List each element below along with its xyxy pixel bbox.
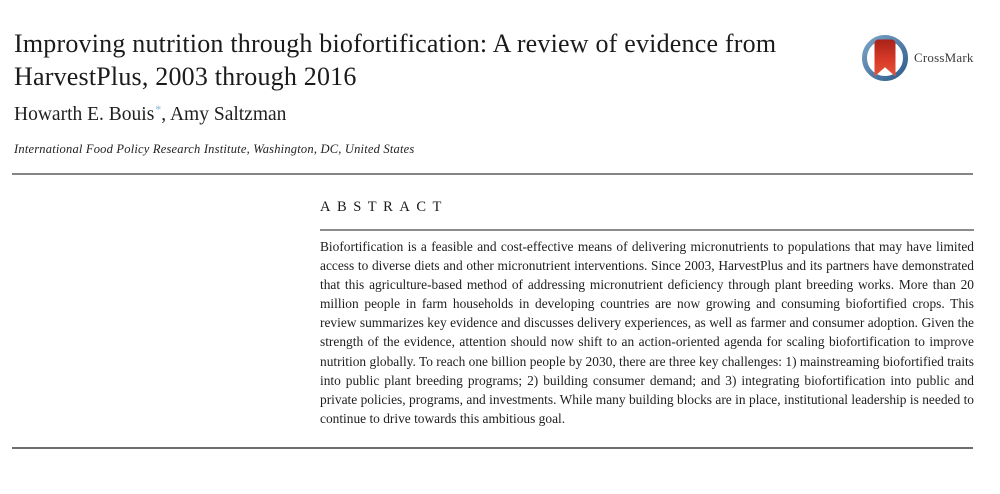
article-title-line-2: HarvestPlus, 2003 through 2016 <box>14 62 357 91</box>
footer-divider <box>12 447 973 449</box>
article-title <box>14 27 859 93</box>
affiliation: International Food Policy Research Institute, Washington, DC, United States <box>14 142 415 156</box>
author-line <box>14 101 287 126</box>
abstract-divider <box>320 229 974 231</box>
crossmark-icon <box>861 34 909 82</box>
crossmark-label: CrossMark <box>914 50 974 65</box>
header-divider <box>12 173 973 175</box>
corresponding-author-asterisk[interactable]: * <box>155 101 162 116</box>
abstract-heading: ABSTRACT <box>320 199 448 215</box>
article-title-line-1: Improving nutrition through biofortification: A review of evidence from <box>14 29 777 58</box>
author-name-1: Howarth E. Bouis <box>14 104 155 125</box>
abstract-text: Biofortification is a feasible and cost-effective means of delivering micronutrients to populations that may have limited access to diverse diets and other micronutrient interventions. Since 2003, HarvestPlus and its partners have demonstrated that this agriculture-based method of addressing micronutrient deficiency through plant breeding works. More than 20 million people in farm households in developing countries are now growing and consuming biofortified crops. This review summarizes key evidence and discusses delivery experiences, as well as farmer and consumer adoption. Given the strength of the evidence, attention should now shift to an action-oriented agenda for scaling biofortification to improve nutrition globally. To reach one billion people by 2030, there are three key challenges: 1) mainstreaming biofortified traits into public plant breeding programs; 2) building consumer demand; and 3) integrating biofortification into public and private policies, programs, and investments. While many building blocks are in place, institutional leadership is needed to continue to drive towards this ambitious goal. <box>320 239 974 426</box>
author-separator: , <box>161 104 170 125</box>
crossmark-badge[interactable] <box>861 33 974 83</box>
author-name-2: Amy Saltzman <box>169 104 287 125</box>
